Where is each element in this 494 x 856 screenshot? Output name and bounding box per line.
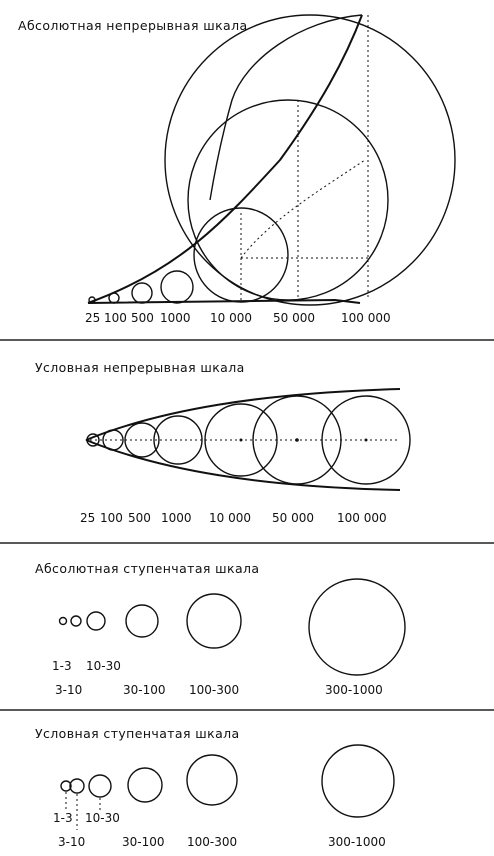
panel-4-labels bbox=[53, 811, 386, 849]
p3-label-10-30: 10-30 bbox=[86, 659, 121, 673]
panel-conditional-stepped bbox=[35, 726, 394, 849]
panel-1-guides bbox=[241, 15, 368, 300]
center-dot bbox=[365, 439, 368, 442]
circle-300-1000 bbox=[309, 579, 405, 675]
p4-label-3-10: 3-10 bbox=[58, 835, 86, 849]
p3-label-30-100: 30-100 bbox=[123, 683, 166, 697]
circle-30-100 bbox=[126, 605, 158, 637]
panel-conditional-continuous bbox=[35, 360, 410, 525]
p2-label-10000: 10 000 bbox=[209, 511, 251, 525]
center-dot bbox=[240, 439, 243, 442]
p2-label-50000: 50 000 bbox=[272, 511, 314, 525]
p1-label-500: 500 bbox=[131, 311, 154, 325]
p4-label-100-300: 100-300 bbox=[187, 835, 238, 849]
circle-10-30 bbox=[89, 775, 111, 797]
circle-1-3 bbox=[60, 618, 67, 625]
p1-label-10000: 10 000 bbox=[210, 311, 252, 325]
p2-label-100: 100 bbox=[100, 511, 123, 525]
p1-label-100000: 100 000 bbox=[341, 311, 391, 325]
circle-30-100 bbox=[128, 768, 162, 802]
panel-1-envelope bbox=[88, 15, 362, 303]
p2-label-1000: 1000 bbox=[161, 511, 192, 525]
p2-label-500: 500 bbox=[128, 511, 151, 525]
p1-label-100: 100 bbox=[104, 311, 127, 325]
panel-2-labels bbox=[80, 511, 387, 525]
p4-label-300-1000: 300-1000 bbox=[328, 835, 386, 849]
p1-label-1000: 1000 bbox=[160, 311, 191, 325]
p3-label-3-10: 3-10 bbox=[55, 683, 83, 697]
panel-4-title: Условная ступенчатая шкала bbox=[35, 726, 240, 741]
panel-1-circles bbox=[89, 15, 455, 305]
panel-1-labels bbox=[85, 311, 391, 325]
circle-100-300 bbox=[187, 594, 241, 648]
panel-2-title: Условная непрерывная шкала bbox=[35, 360, 245, 375]
circle-100-300 bbox=[187, 755, 237, 805]
p3-label-300-1000: 300-1000 bbox=[325, 683, 383, 697]
p4-label-30-100: 30-100 bbox=[122, 835, 165, 849]
panel-absolute-continuous bbox=[18, 15, 455, 325]
circle-1000 bbox=[161, 271, 193, 303]
p3-label-100-300: 100-300 bbox=[189, 683, 240, 697]
panel-absolute-stepped bbox=[35, 561, 405, 697]
panel-4-circles bbox=[61, 745, 394, 817]
panel-3-labels bbox=[52, 659, 383, 697]
circle-3-10 bbox=[71, 616, 81, 626]
circle-300-1000 bbox=[322, 745, 394, 817]
circle-25 bbox=[87, 434, 99, 446]
p1-label-50000: 50 000 bbox=[273, 311, 315, 325]
p3-label-1-3: 1-3 bbox=[52, 659, 72, 673]
p2-label-100000: 100 000 bbox=[337, 511, 387, 525]
p4-label-1-3: 1-3 bbox=[53, 811, 73, 825]
p4-label-10-30: 10-30 bbox=[85, 811, 120, 825]
panel-1-title: Абсолютная непрерывная шкала bbox=[18, 18, 248, 33]
circle-50000 bbox=[188, 100, 388, 300]
panel-3-title: Абсолютная ступенчатая шкала bbox=[35, 561, 260, 576]
circle-100 bbox=[109, 293, 119, 303]
p1-label-25: 25 bbox=[85, 311, 101, 325]
circle-10-30 bbox=[87, 612, 105, 630]
center-dot bbox=[295, 438, 299, 442]
circle-3-10 bbox=[70, 779, 84, 793]
circle-500 bbox=[132, 283, 152, 303]
p2-label-25: 25 bbox=[80, 511, 96, 525]
